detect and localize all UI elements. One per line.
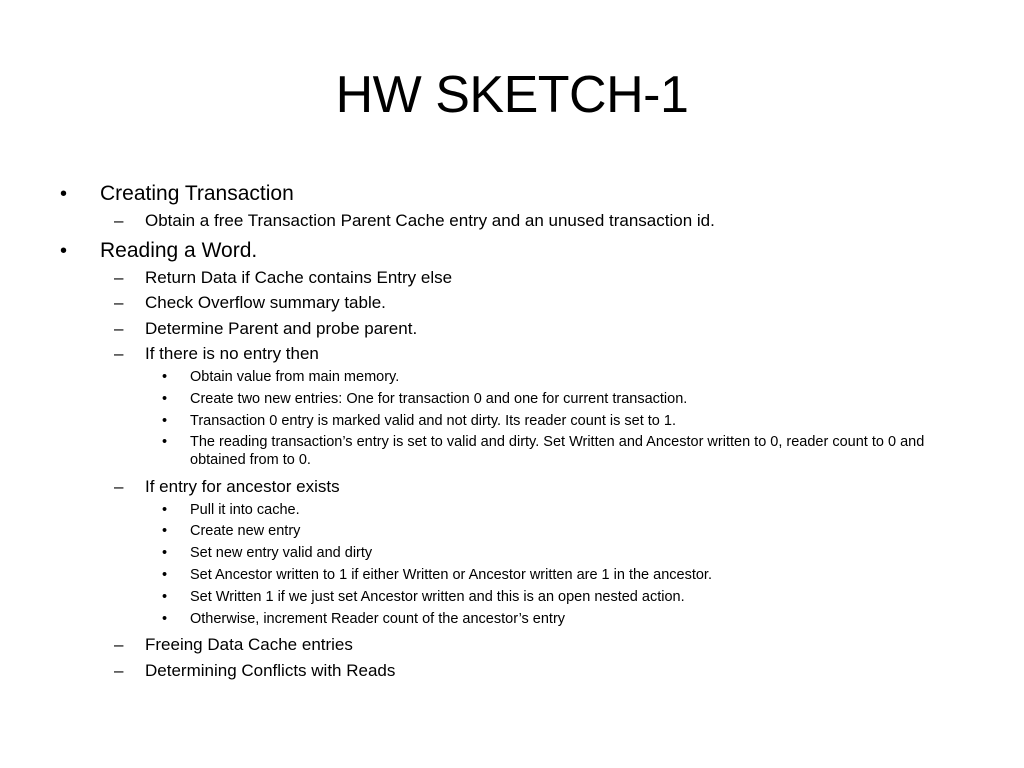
sub-sub-bullet-text: The reading transaction’s entry is set to valid and dirty. Set Written and Ancestor written to 0, reader count to 0 and obtained from to 0.: [190, 434, 925, 468]
sub-sub-bullet: [0, 567, 1024, 585]
sub-bullet: [0, 290, 1024, 316]
sub-bullet: [0, 658, 1024, 684]
bullet-text: Reading a Word.: [100, 238, 258, 262]
sub-sub-bullet: [0, 391, 1024, 409]
sub-sub-bullet: [0, 413, 1024, 431]
bullet-marker: •: [162, 390, 168, 407]
sub-bullet-text: If there is no entry then: [145, 344, 319, 363]
sub-sub-bullet-text: Set new entry valid and dirty: [190, 545, 373, 562]
sub-bullet-text: Check Overflow summary table.: [145, 293, 386, 312]
bullet-marker: •: [162, 501, 168, 518]
sub-sub-bullet-text: Obtain value from main memory.: [190, 369, 400, 385]
sub-bullet-text: Return Data if Cache contains Entry else: [145, 267, 453, 287]
slide-title: HW SKETCH-1: [335, 66, 689, 124]
bullet-marker: •: [162, 523, 168, 540]
bullet-marker: •: [60, 239, 68, 262]
bullet-marker: •: [162, 567, 168, 584]
sub-sub-bullet-text: Create new entry: [190, 523, 301, 540]
sub-sub-bullet-text: Set Written 1 if we just set Ancestor written and this is an open nested action.: [190, 588, 685, 605]
sub-sub-bullet-text: Transaction 0 entry is marked valid and not dirty. Its reader count is set to 1.: [190, 412, 676, 429]
sub-bullet: [0, 316, 1024, 342]
sub-bullet-text: Determine Parent and probe parent.: [145, 318, 418, 338]
sub-sub-bullet-text: Set Ancestor written to 1 if either Written or Ancestor written are 1 in the ancestor.: [190, 567, 712, 584]
sub-sub-bullet-text: Otherwise, increment Reader count of the ancestor’s entry: [190, 610, 566, 627]
bullet-marker: •: [60, 183, 68, 205]
sub-sub-bullet: [0, 502, 1024, 520]
sub-bullet: [0, 341, 1024, 367]
sub-sub-bullet: [0, 523, 1024, 541]
bullet-marker: •: [162, 610, 168, 627]
dash-marker: –: [114, 293, 124, 312]
dash-marker: –: [114, 344, 124, 363]
bullet-marker: •: [162, 412, 168, 429]
sub-sub-bullet: [0, 434, 1024, 469]
sub-bullet-text: Freeing Data Cache entries: [145, 635, 353, 655]
sub-bullet: [0, 265, 1024, 291]
bullet-text: Creating Transaction: [100, 182, 294, 205]
dash-marker: –: [114, 318, 124, 338]
bullet-marker: •: [162, 588, 168, 605]
bullet-marker: •: [162, 434, 168, 451]
bullet-marker: •: [162, 369, 168, 385]
sub-sub-bullet: [0, 369, 1024, 387]
dash-marker: –: [114, 211, 124, 230]
sub-sub-bullet: [0, 545, 1024, 563]
bullet-marker: •: [162, 545, 168, 562]
dash-marker: –: [114, 476, 124, 496]
sub-sub-bullet-text: Create two new entries: One for transaction 0 and one for current transaction.: [190, 390, 688, 407]
sub-bullet: [0, 208, 1024, 234]
bullet-creating-transaction: [0, 180, 1024, 208]
sub-bullet-text: Determining Conflicts with Reads: [145, 660, 396, 680]
sub-sub-bullet-text: Pull it into cache.: [190, 501, 300, 518]
sub-bullet: [0, 474, 1024, 500]
sub-bullet: [0, 632, 1024, 658]
sub-sub-bullet: [0, 611, 1024, 629]
sub-bullet-text: If entry for ancestor exists: [145, 476, 340, 496]
dash-marker: –: [114, 635, 124, 655]
dash-marker: –: [114, 267, 124, 287]
sub-sub-bullet: [0, 589, 1024, 607]
bullet-reading-word: [0, 237, 1024, 265]
sub-bullet-text: Obtain a free Transaction Parent Cache entry and an unused transaction id.: [145, 211, 715, 230]
slide-body: [0, 180, 1024, 683]
dash-marker: –: [114, 660, 124, 680]
